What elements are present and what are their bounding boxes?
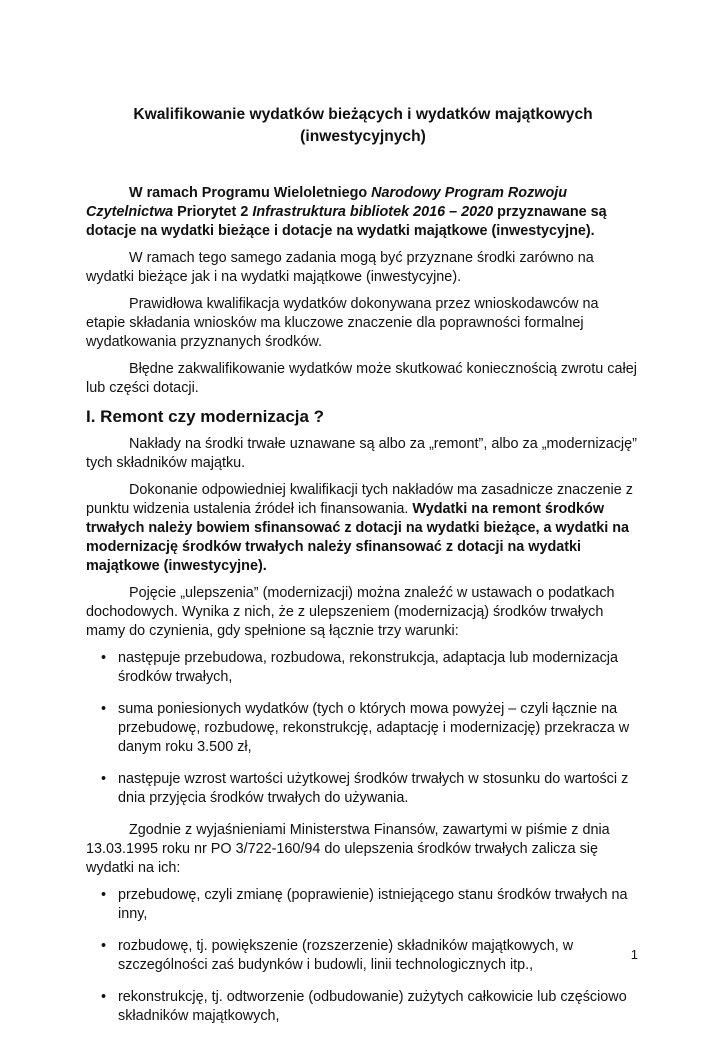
intro-paragraph bbox=[86, 184, 640, 241]
items-list bbox=[86, 886, 640, 1026]
bullet-icon: • bbox=[101, 650, 107, 666]
paragraph: Prawidłowa kwalifikacja wydatków dokonywana przez wnioskodawców na etapie składania wniosków ma kluczowe znaczenie dla poprawności formalnej wydatkowania przyznanych środków. bbox=[86, 296, 599, 350]
list-item bbox=[86, 988, 640, 1026]
paragraph: W ramach tego samego zadania mogą być przyznane środki zarówno na wydatki bieżące jak i na wydatki majątkowe (inwestycyjne). bbox=[86, 250, 594, 285]
list-item bbox=[86, 700, 640, 757]
conditions-list bbox=[86, 649, 640, 808]
list-item bbox=[86, 770, 640, 808]
bullet-icon: • bbox=[101, 989, 107, 1005]
paragraph-financing bbox=[86, 481, 640, 576]
title-line-2: (inwestycyjnych) bbox=[300, 128, 426, 145]
page-content bbox=[86, 104, 640, 1039]
list-item-text: następuje wzrost wartości użytkowej środków trwałych w stosunku do wartości z dnia przyjęcia środków trwałych do używania. bbox=[118, 771, 629, 806]
bullet-icon: • bbox=[101, 701, 107, 717]
intro-priority-name: Infrastruktura bibliotek 2016 – 2020 bbox=[252, 204, 494, 220]
list-item bbox=[86, 937, 640, 975]
financing-text: Dokonanie odpowiedniej kwalifikacji tych nakładów ma zasadnicze znaczenie z punktu widzenia ustalenia źródeł ich finansowania. bbox=[86, 482, 633, 517]
section-heading: I. Remont czy modernizacja ? bbox=[86, 407, 325, 426]
list-item bbox=[86, 649, 640, 687]
list-item-text: następuje przebudowa, rozbudowa, rekonstrukcja, adaptacja lub modernizacja środków trwałych, bbox=[118, 650, 618, 685]
paragraph: Pojęcie „ulepszenia” (modernizacji) można znaleźć w ustawach o podatkach dochodowych. Wynika z nich, że z ulepszeniem (modernizacją) środków trwałych mamy do czynienia, gdy spełnione są łącznie trzy warunki: bbox=[86, 585, 615, 639]
intro-program-name: Narodowy Program Rozwoju Czytelnictwa bbox=[86, 185, 568, 220]
list-item-text: przebudowę, czyli zmianę (poprawienie) istniejącego stanu środków trwałych na inny, bbox=[118, 887, 628, 922]
page-number: 1 bbox=[630, 947, 638, 962]
list-item-text: rekonstrukcję, tj. odtworzenie (odbudowanie) zużytych całkowicie lub częściowo składników majątkowych, bbox=[118, 989, 627, 1024]
list-item bbox=[86, 886, 640, 924]
list-item-text: suma poniesionych wydatków (tych o których mowa powyżej – czyli łącznie na przebudowę, rozbudowę, rekonstrukcję, adaptację i modernizację) przekracza w danym roku 3.500 zł, bbox=[118, 701, 630, 755]
bullet-icon: • bbox=[101, 887, 107, 903]
intro-bold-3: przyznawane są dotacje na wydatki bieżące i dotacje na wydatki majątkowe (inwestycyjne). bbox=[86, 204, 607, 239]
bullet-icon: • bbox=[101, 938, 107, 954]
title-line-1: Kwalifikowanie wydatków bieżących i wydatków majątkowych bbox=[133, 106, 593, 123]
paragraph: Błędne zakwalifikowanie wydatków może skutkować koniecznością zwrotu całej lub części dotacji. bbox=[86, 361, 637, 396]
intro-bold-1: W ramach Programu Wieloletniego bbox=[129, 185, 372, 201]
bullet-icon: • bbox=[101, 771, 107, 787]
financing-bold-text: Wydatki na remont środków trwałych należy bowiem sfinansować z dotacji na wydatki bieżące, a wydatki na modernizację środków trwałych należy sfinansować z dotacji na wydatki majątkowe (inwestycyjne). bbox=[86, 501, 630, 574]
paragraph: Nakłady na środki trwałe uznawane są albo za „remont”, albo za „modernizację” tych składników majątku. bbox=[86, 436, 637, 471]
paragraph: Zgodnie z wyjaśnieniami Ministerstwa Finansów, zawartymi w piśmie z dnia 13.03.1995 roku nr PO 3/722-160/94 do ulepszenia środków trwałych zalicza się wydatki na ich: bbox=[86, 822, 610, 876]
list-item-text: rozbudowę, tj. powiększenie (rozszerzenie) składników majątkowych, w szczególności zaś budynków i budowli, linii technologicznych itp., bbox=[118, 938, 574, 973]
intro-bold-2: Priorytet 2 bbox=[177, 204, 253, 220]
document-title bbox=[86, 104, 640, 148]
